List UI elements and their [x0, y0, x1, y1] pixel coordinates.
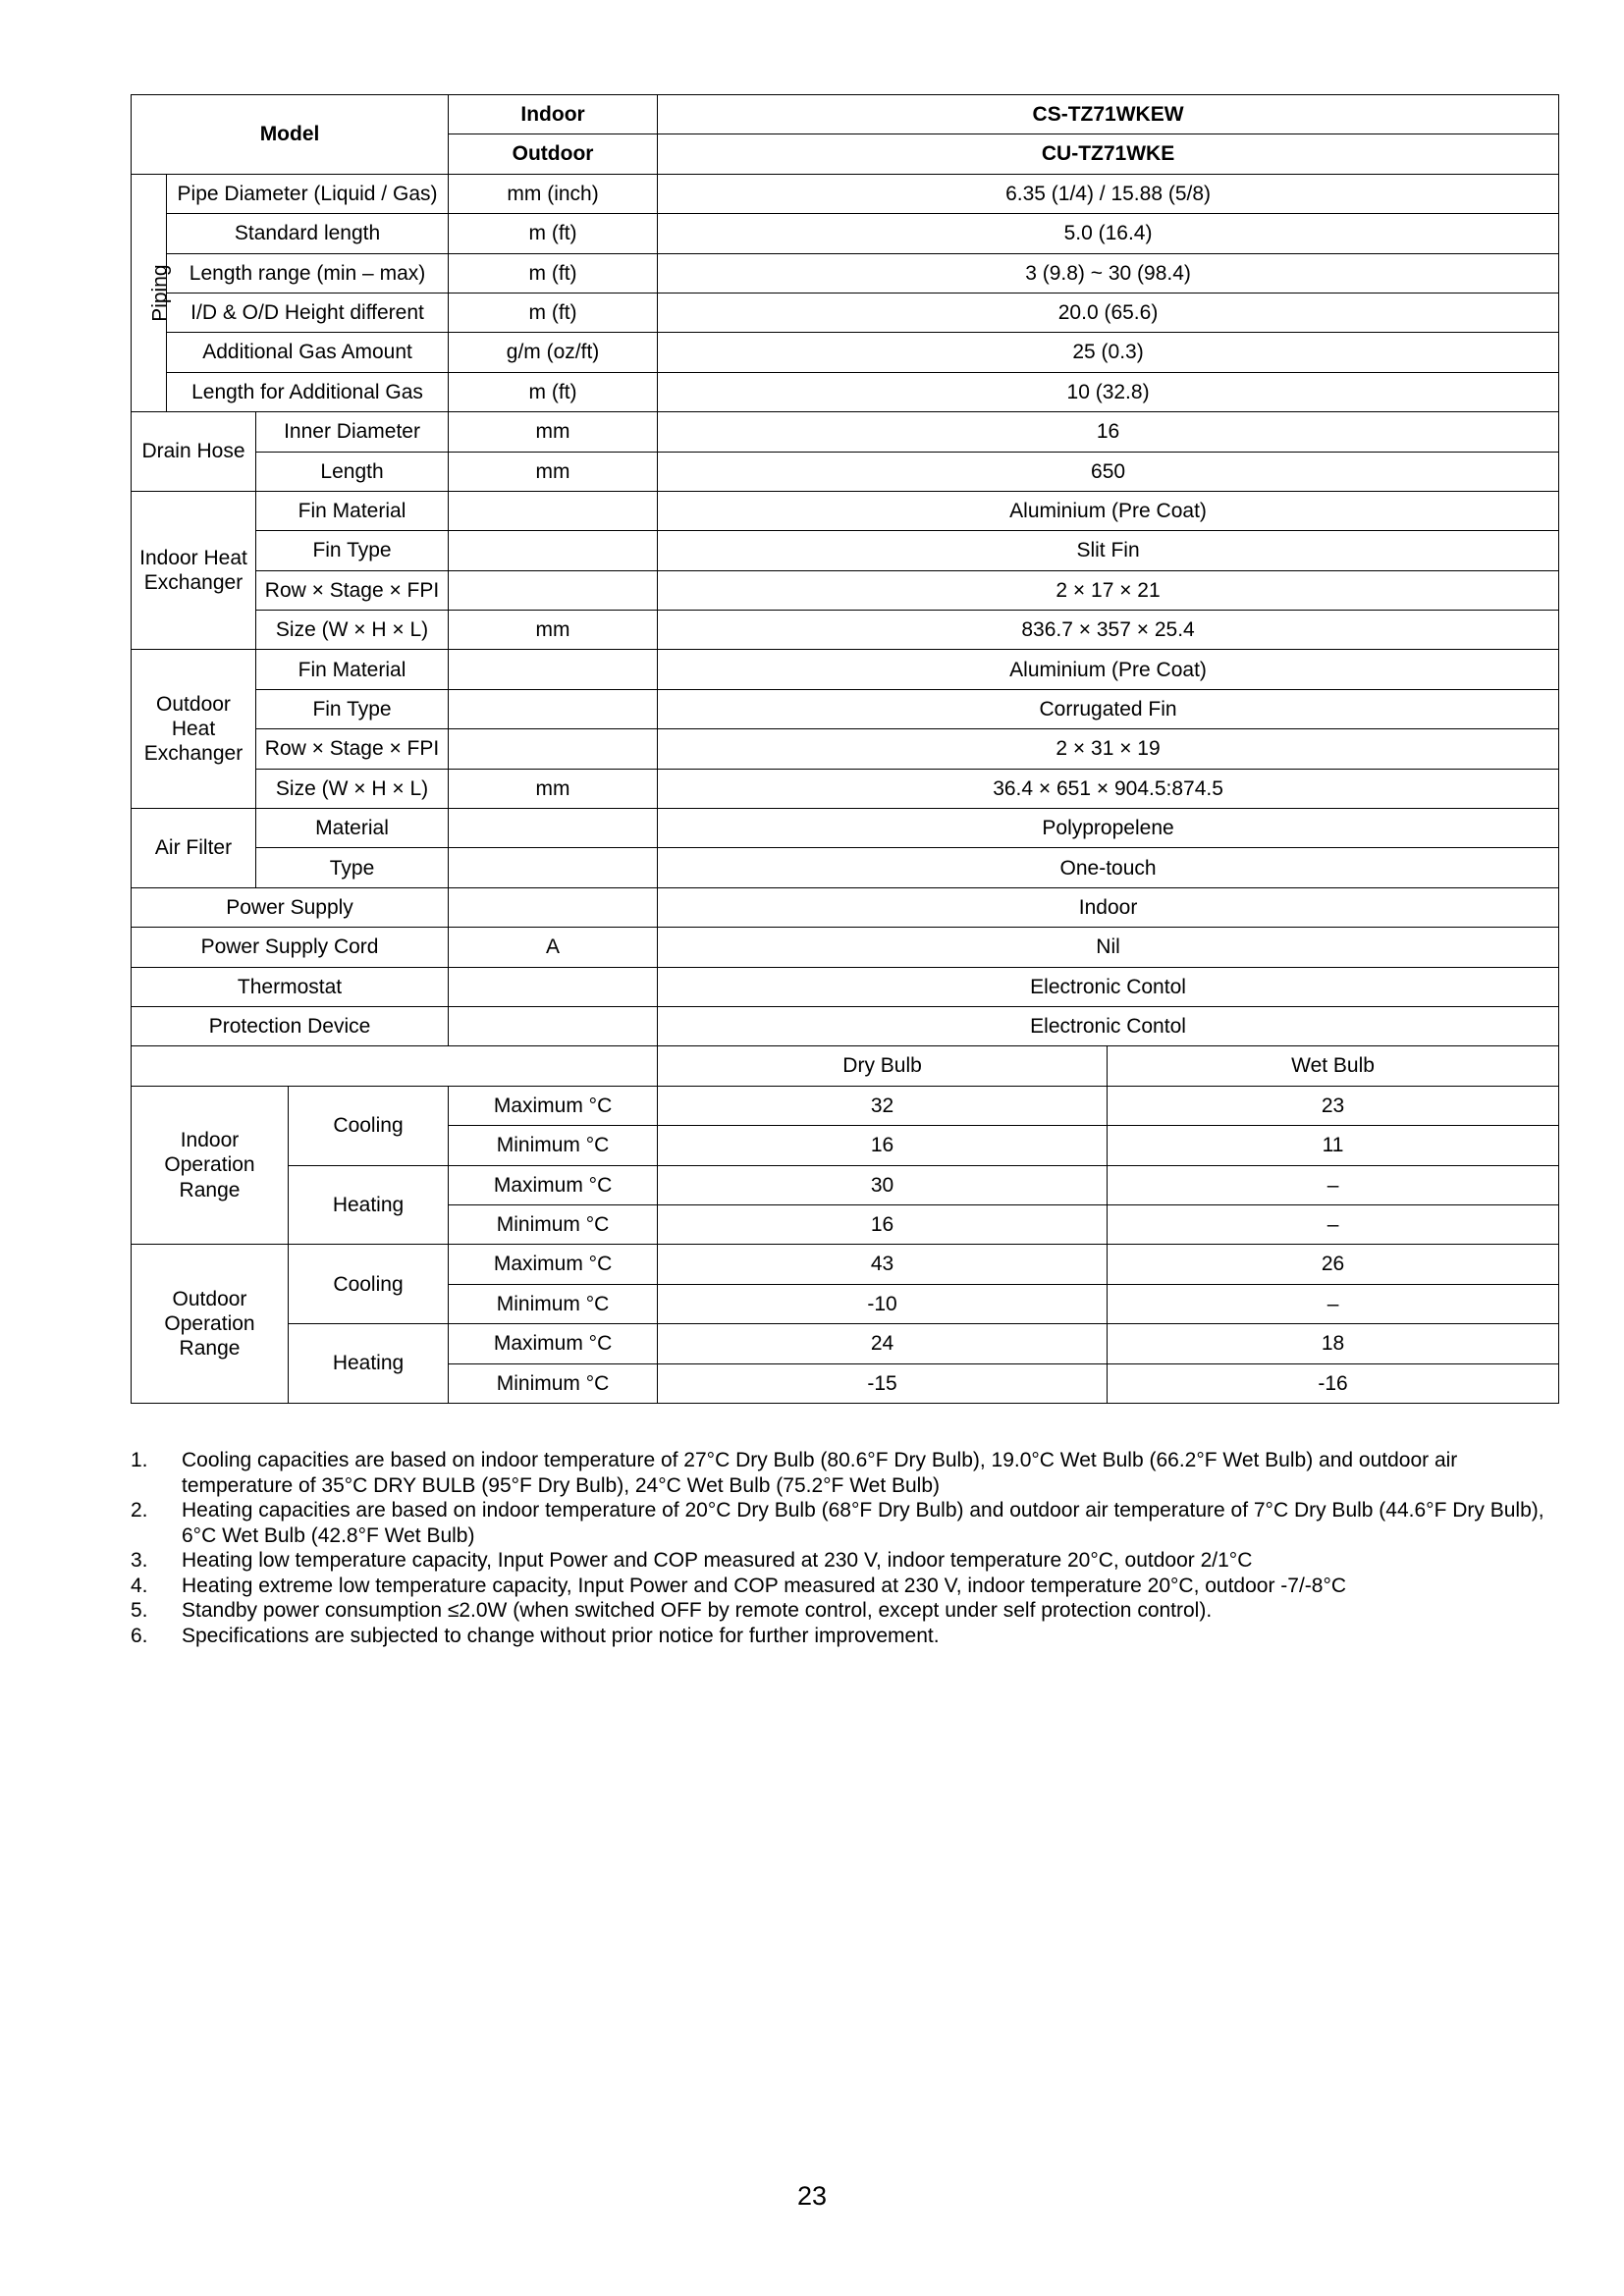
row-value: Indoor [658, 887, 1559, 927]
table-row [132, 769, 1559, 808]
operation-header-row [132, 1046, 1559, 1086]
table-row [132, 650, 1559, 689]
row-value: 6.35 (1/4) / 15.88 (5/8) [658, 174, 1559, 213]
limit-label: Minimum °C [449, 1284, 658, 1323]
row-item: Size (W × H × L) [256, 611, 449, 650]
row-value: 650 [658, 452, 1559, 491]
outdoor-operation-range-label: Outdoor Operation Range [132, 1245, 289, 1404]
table-row [132, 491, 1559, 530]
row-value: Nil [658, 928, 1559, 967]
row-value: Polypropelene [658, 809, 1559, 848]
row-item: Protection Device [132, 1006, 449, 1045]
table-row [132, 333, 1559, 372]
footnote-number: 4. [131, 1574, 148, 1597]
row-item: Power Supply [132, 887, 449, 927]
row-item: Standard length [167, 214, 449, 253]
wet-bulb-value: – [1108, 1284, 1559, 1323]
outdoor-label: Outdoor [449, 134, 658, 174]
specification-table [131, 94, 1559, 1404]
footnote-item [131, 1574, 1544, 1599]
table-row [132, 1165, 1559, 1204]
row-value: 5.0 (16.4) [658, 214, 1559, 253]
row-unit: m (ft) [449, 253, 658, 293]
table-row [132, 1006, 1559, 1045]
wet-bulb-value: 18 [1108, 1324, 1559, 1363]
row-unit: mm [449, 769, 658, 808]
table-row [132, 293, 1559, 332]
row-item: Material [256, 809, 449, 848]
row-item: Inner Diameter [256, 412, 449, 452]
row-unit [449, 491, 658, 530]
row-unit: mm [449, 611, 658, 650]
indoor-operation-range-label: Indoor Operation Range [132, 1086, 289, 1245]
dry-bulb-value: 16 [658, 1204, 1108, 1244]
table-row [132, 689, 1559, 728]
limit-label: Maximum °C [449, 1245, 658, 1284]
air-filter-group-label: Air Filter [132, 809, 256, 888]
row-value: 20.0 (65.6) [658, 293, 1559, 332]
limit-label: Maximum °C [449, 1165, 658, 1204]
footnote-text: Heating extreme low temperature capacity, Input Power and COP measured at 230 V, indoor temperature 20°C, outdoor -7/-8°C [182, 1574, 1347, 1597]
row-item: Power Supply Cord [132, 928, 449, 967]
dry-bulb-value: -10 [658, 1284, 1108, 1323]
page-number: 23 [796, 2181, 828, 2211]
dry-bulb-label: Dry Bulb [658, 1046, 1108, 1086]
model-header-row [132, 95, 1559, 134]
wet-bulb-value: – [1108, 1204, 1559, 1244]
row-unit [449, 729, 658, 769]
row-value: Aluminium (Pre Coat) [658, 650, 1559, 689]
table-row [132, 848, 1559, 887]
row-unit: A [449, 928, 658, 967]
heating-label: Heating [289, 1324, 449, 1404]
row-value: Corrugated Fin [658, 689, 1559, 728]
piping-group-label [132, 174, 172, 411]
cooling-label: Cooling [289, 1086, 449, 1165]
footnote-text: Standby power consumption ≤2.0W (when switched OFF by remote control, except under self protection control). [182, 1599, 1213, 1622]
row-item: Fin Type [256, 531, 449, 570]
limit-label: Minimum °C [449, 1204, 658, 1244]
table-row [132, 1086, 1559, 1125]
table-row [132, 174, 1559, 213]
row-unit: mm [449, 412, 658, 452]
table-row [132, 570, 1559, 610]
wet-bulb-value: 23 [1108, 1086, 1559, 1125]
row-value: 36.4 × 651 × 904.5:874.5 [658, 769, 1559, 808]
limit-label: Maximum °C [449, 1324, 658, 1363]
wet-bulb-value: 11 [1108, 1126, 1559, 1165]
outdoor-hex-group-label: Outdoor Heat Exchanger [132, 650, 256, 809]
wet-bulb-label: Wet Bulb [1108, 1046, 1559, 1086]
row-value: 2 × 31 × 19 [658, 729, 1559, 769]
row-item: Row × Stage × FPI [256, 729, 449, 769]
row-unit: mm (inch) [449, 174, 658, 213]
row-item: I/D & O/D Height different [167, 293, 449, 332]
footnote-number: 2. [131, 1499, 148, 1522]
row-unit [449, 570, 658, 610]
dry-bulb-value: 32 [658, 1086, 1108, 1125]
indoor-label: Indoor [449, 95, 658, 134]
wet-bulb-value: 26 [1108, 1245, 1559, 1284]
row-value: 25 (0.3) [658, 333, 1559, 372]
footnote-text: Heating capacities are based on indoor temperature of 20°C Dry Bulb (68°F Dry Bulb) and outdoor air temperature of 7°C Dry Bulb (44.6°F Dry Bulb), 6°C Wet Bulb (42.8°F Wet Bulb) [182, 1499, 1544, 1547]
footnote-item [131, 1498, 1544, 1548]
row-unit [449, 967, 658, 1006]
footnote-item [131, 1624, 1544, 1649]
row-item: Fin Material [256, 491, 449, 530]
limit-label: Minimum °C [449, 1126, 658, 1165]
table-row [132, 611, 1559, 650]
dry-bulb-value: 30 [658, 1165, 1108, 1204]
heating-label: Heating [289, 1165, 449, 1245]
wet-bulb-value: -16 [1108, 1363, 1559, 1403]
row-unit [449, 848, 658, 887]
row-unit: m (ft) [449, 372, 658, 411]
wet-bulb-value: – [1108, 1165, 1559, 1204]
footnote-number: 6. [131, 1624, 148, 1647]
footnote-text: Specifications are subjected to change without prior notice for further improvement. [182, 1624, 940, 1647]
row-value: 3 (9.8) ~ 30 (98.4) [658, 253, 1559, 293]
row-item: Length range (min – max) [167, 253, 449, 293]
footnote-item [131, 1548, 1544, 1574]
table-row [132, 372, 1559, 411]
table-row [132, 412, 1559, 452]
footnote-item [131, 1598, 1544, 1624]
row-value: Electronic Contol [658, 1006, 1559, 1045]
row-item: Fin Material [256, 650, 449, 689]
table-row [132, 928, 1559, 967]
table-row [132, 253, 1559, 293]
row-unit [449, 1006, 658, 1045]
table-row [132, 531, 1559, 570]
row-item: Additional Gas Amount [167, 333, 449, 372]
row-unit [449, 531, 658, 570]
row-unit [449, 689, 658, 728]
row-value: Aluminium (Pre Coat) [658, 491, 1559, 530]
row-value: Electronic Contol [658, 967, 1559, 1006]
table-row [132, 452, 1559, 491]
limit-label: Minimum °C [449, 1363, 658, 1403]
table-row [132, 214, 1559, 253]
row-item: Fin Type [256, 689, 449, 728]
table-row [132, 1324, 1559, 1363]
row-item: Length [256, 452, 449, 491]
indoor-model: CS-TZ71WKEW [658, 95, 1559, 134]
footnote-number: 3. [131, 1549, 148, 1572]
dry-bulb-value: 16 [658, 1126, 1108, 1165]
footnote-number: 1. [131, 1449, 148, 1471]
limit-label: Maximum °C [449, 1086, 658, 1125]
dry-bulb-value: 24 [658, 1324, 1108, 1363]
table-row [132, 1245, 1559, 1284]
row-unit: mm [449, 452, 658, 491]
row-value: 836.7 × 357 × 25.4 [658, 611, 1559, 650]
dry-bulb-value: -15 [658, 1363, 1108, 1403]
drain-hose-group-label: Drain Hose [132, 412, 256, 492]
row-unit: m (ft) [449, 293, 658, 332]
empty-cell [132, 1046, 658, 1086]
table-row [132, 729, 1559, 769]
row-item: Length for Additional Gas [167, 372, 449, 411]
piping-label-text: Piping [148, 264, 172, 322]
footnote-text: Heating low temperature capacity, Input Power and COP measured at 230 V, indoor temperature 20°C, outdoor 2/1°C [182, 1549, 1253, 1572]
row-item: Row × Stage × FPI [256, 570, 449, 610]
indoor-hex-group-label: Indoor Heat Exchanger [132, 491, 256, 650]
table-row [132, 809, 1559, 848]
outdoor-model: CU-TZ71WKE [658, 134, 1559, 174]
row-value: One-touch [658, 848, 1559, 887]
model-label: Model [132, 95, 449, 175]
cooling-label: Cooling [289, 1245, 449, 1324]
row-unit [449, 809, 658, 848]
footnote-text: Cooling capacities are based on indoor temperature of 27°C Dry Bulb (80.6°F Dry Bulb), 19.0°C Wet Bulb (66.2°F Wet Bulb) and outdoor air temperature of 35°C DRY BULB (95°F Dry Bulb), 24°C Wet Bulb (75.2°F Wet Bulb) [182, 1449, 1458, 1497]
row-value: 2 × 17 × 21 [658, 570, 1559, 610]
table-row [132, 967, 1559, 1006]
row-item: Size (W × H × L) [256, 769, 449, 808]
footnote-number: 5. [131, 1599, 148, 1622]
row-unit: g/m (oz/ft) [449, 333, 658, 372]
row-unit: m (ft) [449, 214, 658, 253]
row-item: Type [256, 848, 449, 887]
dry-bulb-value: 43 [658, 1245, 1108, 1284]
row-value: 10 (32.8) [658, 372, 1559, 411]
row-unit [449, 650, 658, 689]
row-value: Slit Fin [658, 531, 1559, 570]
row-value: 16 [658, 412, 1559, 452]
row-item: Pipe Diameter (Liquid / Gas) [167, 174, 449, 213]
footnotes [131, 1448, 1544, 1648]
row-unit [449, 887, 658, 927]
footnote-item [131, 1448, 1544, 1498]
table-row [132, 887, 1559, 927]
row-item: Thermostat [132, 967, 449, 1006]
